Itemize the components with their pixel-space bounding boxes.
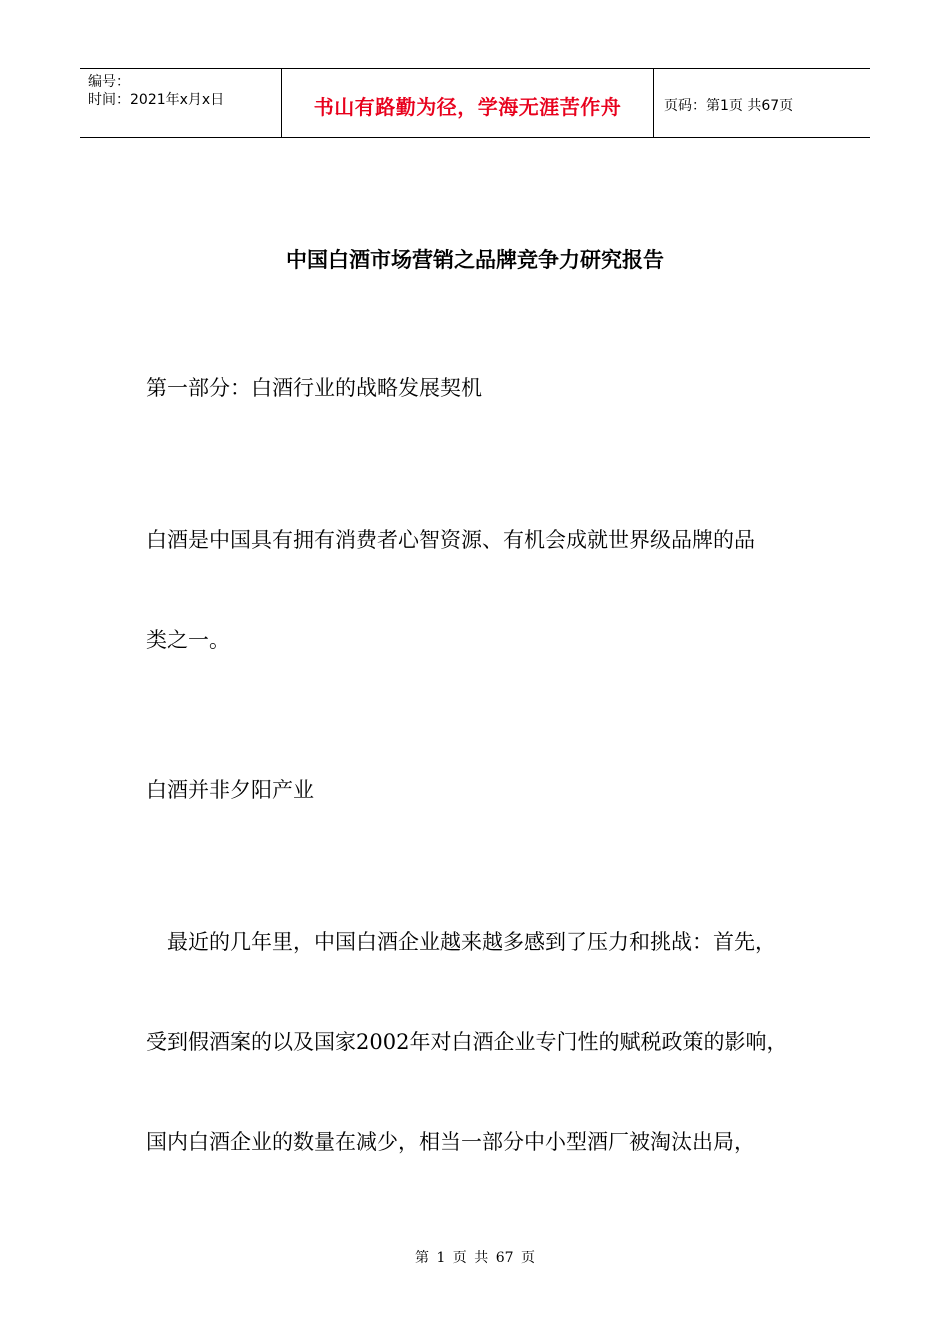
- header-page-cell: [654, 69, 870, 137]
- page-footer: 第 1 页 共 67 页: [415, 1250, 535, 1266]
- paragraph-line: 国内白酒企业的数量在减少，相当一部分中小型酒厂被淘汰出局，: [146, 1130, 755, 1154]
- paragraph-line: 类之一。: [146, 628, 230, 652]
- document-title: 中国白酒市场营销之品牌竞争力研究报告: [286, 247, 664, 272]
- paragraph-line: 最近的几年里，中国白酒企业越来越多感到了压力和挑战：首先，: [146, 930, 776, 954]
- header-motto-cell: [282, 69, 654, 137]
- subheading: 白酒并非夕阳产业: [146, 778, 314, 802]
- section-heading: 第一部分：白酒行业的战略发展契机: [146, 376, 482, 400]
- page-header-table: [80, 68, 870, 138]
- paragraph-line: 受到假酒案的以及国家2002年对白酒企业专门性的赋税政策的影响，: [146, 1030, 788, 1054]
- motto-text: 书山有路勤为径，学海无涯苦作舟: [313, 94, 622, 119]
- page-info: 页码：第1页 共67页: [664, 98, 794, 114]
- number-label: 编号：: [88, 74, 130, 90]
- time-label: 时间：2021年x月x日: [88, 92, 225, 108]
- paragraph-line: 白酒是中国具有拥有消费者心智资源、有机会成就世界级品牌的品: [146, 528, 755, 552]
- header-meta-cell: [80, 69, 282, 137]
